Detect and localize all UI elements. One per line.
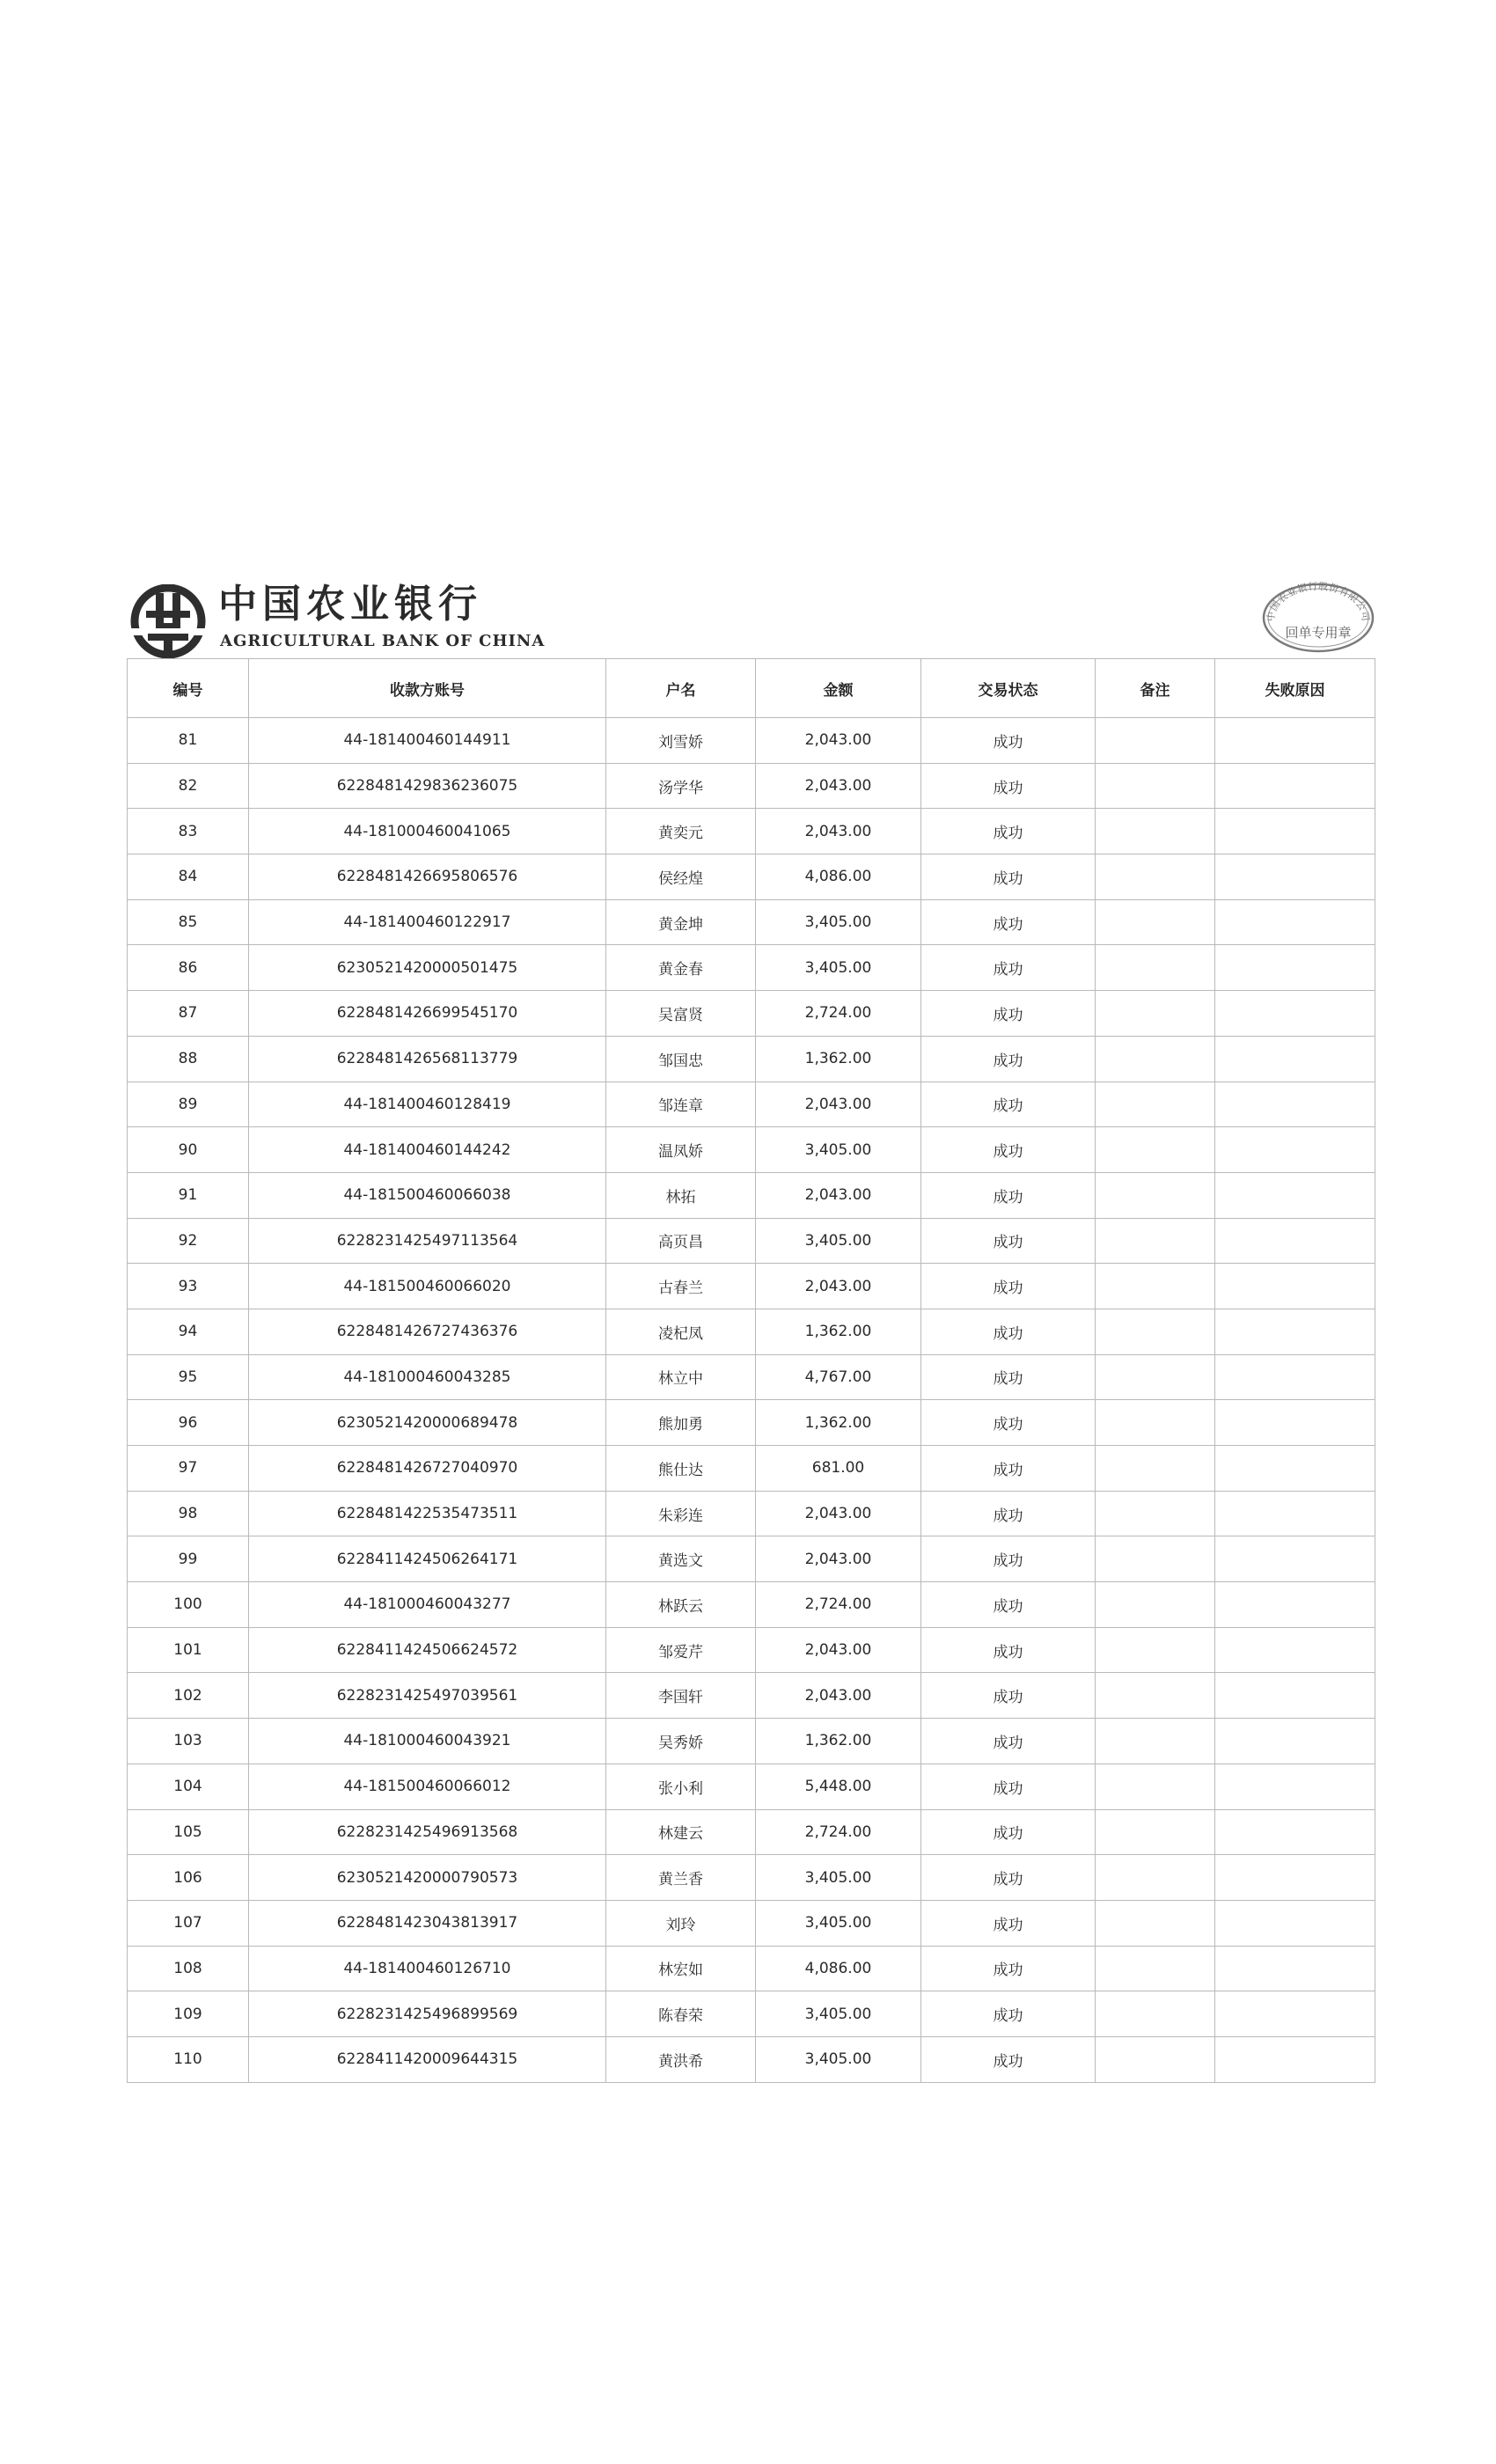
table-row xyxy=(128,1809,1375,1855)
cell-account: 6228481426727040970 xyxy=(249,1446,606,1492)
table-row xyxy=(128,763,1375,809)
cell-fail-reason xyxy=(1215,763,1375,809)
bank-name-en: AGRICULTURAL BANK OF CHINA xyxy=(220,632,546,650)
cell-status: 成功 xyxy=(921,1491,1096,1536)
cell-account: 6228411420009644315 xyxy=(249,2036,606,2082)
receipt-stamp xyxy=(1260,581,1376,655)
cell-name: 朱彩连 xyxy=(606,1491,756,1536)
cell-status: 成功 xyxy=(921,991,1096,1037)
cell-status: 成功 xyxy=(921,1900,1096,1946)
cell-fail-reason xyxy=(1215,1946,1375,1991)
cell-amount: 3,405.00 xyxy=(756,1127,921,1173)
cell-amount: 2,043.00 xyxy=(756,1264,921,1309)
cell-no: 84 xyxy=(128,854,249,900)
table-body xyxy=(128,718,1375,2083)
cell-name: 熊仕达 xyxy=(606,1446,756,1492)
table-row xyxy=(128,1354,1375,1400)
table-row xyxy=(128,854,1375,900)
cell-name: 张小利 xyxy=(606,1764,756,1809)
cell-remark xyxy=(1096,854,1215,900)
cell-status: 成功 xyxy=(921,1354,1096,1400)
cell-name: 黄洪希 xyxy=(606,2036,756,2082)
cell-status: 成功 xyxy=(921,1400,1096,1446)
cell-name: 吴秀娇 xyxy=(606,1719,756,1764)
cell-account: 6230521420000501475 xyxy=(249,945,606,991)
cell-amount: 1,362.00 xyxy=(756,1719,921,1764)
cell-amount: 2,724.00 xyxy=(756,1582,921,1628)
table-row xyxy=(128,1172,1375,1218)
cell-amount: 2,043.00 xyxy=(756,809,921,854)
cell-name: 高页昌 xyxy=(606,1218,756,1264)
header-remark: 备注 xyxy=(1096,659,1215,718)
cell-account: 6230521420000790573 xyxy=(249,1855,606,1901)
cell-remark xyxy=(1096,1855,1215,1901)
cell-no: 106 xyxy=(128,1855,249,1901)
cell-name: 黄选文 xyxy=(606,1536,756,1582)
cell-name: 凌杞凤 xyxy=(606,1309,756,1354)
table-row xyxy=(128,1036,1375,1082)
cell-no: 101 xyxy=(128,1627,249,1673)
table-row xyxy=(128,718,1375,764)
cell-account: 6228231425496913568 xyxy=(249,1809,606,1855)
header-name: 户名 xyxy=(606,659,756,718)
cell-status: 成功 xyxy=(921,1536,1096,1582)
cell-fail-reason xyxy=(1215,1809,1375,1855)
cell-amount: 2,724.00 xyxy=(756,1809,921,1855)
cell-amount: 1,362.00 xyxy=(756,1400,921,1446)
cell-fail-reason xyxy=(1215,1036,1375,1082)
cell-no: 105 xyxy=(128,1809,249,1855)
cell-no: 100 xyxy=(128,1582,249,1628)
cell-remark xyxy=(1096,1082,1215,1127)
cell-fail-reason xyxy=(1215,1264,1375,1309)
cell-remark xyxy=(1096,1719,1215,1764)
cell-amount: 3,405.00 xyxy=(756,2036,921,2082)
table-row xyxy=(128,945,1375,991)
cell-amount: 4,086.00 xyxy=(756,854,921,900)
cell-name: 黄兰香 xyxy=(606,1855,756,1901)
cell-status: 成功 xyxy=(921,718,1096,764)
cell-status: 成功 xyxy=(921,809,1096,854)
cell-fail-reason xyxy=(1215,1764,1375,1809)
table-row xyxy=(128,899,1375,945)
cell-remark xyxy=(1096,1946,1215,1991)
header-status: 交易状态 xyxy=(921,659,1096,718)
cell-remark xyxy=(1096,1991,1215,2037)
cell-amount: 1,362.00 xyxy=(756,1036,921,1082)
header-no: 编号 xyxy=(128,659,249,718)
cell-status: 成功 xyxy=(921,1855,1096,1901)
cell-no: 93 xyxy=(128,1264,249,1309)
table-row xyxy=(128,1446,1375,1492)
cell-remark xyxy=(1096,809,1215,854)
cell-name: 温凤娇 xyxy=(606,1127,756,1173)
cell-status: 成功 xyxy=(921,1309,1096,1354)
cell-remark xyxy=(1096,1582,1215,1628)
cell-status: 成功 xyxy=(921,1627,1096,1673)
cell-account: 44-181000460043921 xyxy=(249,1719,606,1764)
cell-status: 成功 xyxy=(921,763,1096,809)
table-row xyxy=(128,991,1375,1037)
cell-fail-reason xyxy=(1215,1582,1375,1628)
cell-remark xyxy=(1096,1036,1215,1082)
cell-remark xyxy=(1096,1400,1215,1446)
cell-remark xyxy=(1096,1900,1215,1946)
cell-no: 94 xyxy=(128,1309,249,1354)
cell-amount: 2,043.00 xyxy=(756,1627,921,1673)
cell-account: 6228411424506264171 xyxy=(249,1536,606,1582)
cell-remark xyxy=(1096,1127,1215,1173)
bank-name-cn: 中国农业银行 xyxy=(218,582,482,627)
table-row xyxy=(128,1400,1375,1446)
cell-account: 44-181400460144911 xyxy=(249,718,606,764)
cell-remark xyxy=(1096,1218,1215,1264)
cell-remark xyxy=(1096,1764,1215,1809)
cell-remark xyxy=(1096,1446,1215,1492)
cell-account: 44-181400460122917 xyxy=(249,899,606,945)
cell-no: 90 xyxy=(128,1127,249,1173)
table-row xyxy=(128,1309,1375,1354)
cell-account: 44-181000460041065 xyxy=(249,809,606,854)
cell-status: 成功 xyxy=(921,1764,1096,1809)
cell-name: 林拓 xyxy=(606,1172,756,1218)
cell-no: 81 xyxy=(128,718,249,764)
cell-fail-reason xyxy=(1215,854,1375,900)
stamp-ring-text: 中国农业银行股份有限公司 xyxy=(1265,581,1372,622)
cell-account: 6228481426568113779 xyxy=(249,1036,606,1082)
cell-name: 邹国忠 xyxy=(606,1036,756,1082)
cell-no: 87 xyxy=(128,991,249,1037)
cell-no: 102 xyxy=(128,1673,249,1719)
cell-amount: 1,362.00 xyxy=(756,1309,921,1354)
cell-fail-reason xyxy=(1215,899,1375,945)
cell-account: 6230521420000689478 xyxy=(249,1400,606,1446)
cell-amount: 5,448.00 xyxy=(756,1764,921,1809)
table-row xyxy=(128,1127,1375,1173)
cell-remark xyxy=(1096,718,1215,764)
cell-amount: 2,043.00 xyxy=(756,1172,921,1218)
cell-name: 林建云 xyxy=(606,1809,756,1855)
cell-account: 6228481426727436376 xyxy=(249,1309,606,1354)
cell-no: 96 xyxy=(128,1400,249,1446)
svg-text:中国农业银行股份有限公司 xyxy=(1265,581,1372,622)
cell-remark xyxy=(1096,1536,1215,1582)
cell-name: 古春兰 xyxy=(606,1264,756,1309)
cell-fail-reason xyxy=(1215,991,1375,1037)
cell-remark xyxy=(1096,763,1215,809)
cell-amount: 2,043.00 xyxy=(756,1536,921,1582)
cell-name: 刘玲 xyxy=(606,1900,756,1946)
cell-fail-reason xyxy=(1215,1673,1375,1719)
cell-name: 邹连章 xyxy=(606,1082,756,1127)
cell-amount: 4,086.00 xyxy=(756,1946,921,1991)
cell-status: 成功 xyxy=(921,1673,1096,1719)
header-fail-reason: 失败原因 xyxy=(1215,659,1375,718)
cell-remark xyxy=(1096,945,1215,991)
cell-name: 黄金春 xyxy=(606,945,756,991)
cell-account: 44-181500460066020 xyxy=(249,1264,606,1309)
cell-fail-reason xyxy=(1215,1309,1375,1354)
cell-no: 86 xyxy=(128,945,249,991)
cell-remark xyxy=(1096,2036,1215,2082)
cell-amount: 2,043.00 xyxy=(756,718,921,764)
cell-amount: 2,043.00 xyxy=(756,1673,921,1719)
abc-bank-logo-icon xyxy=(130,584,208,658)
cell-status: 成功 xyxy=(921,854,1096,900)
cell-status: 成功 xyxy=(921,1082,1096,1127)
cell-name: 黄奕元 xyxy=(606,809,756,854)
cell-fail-reason xyxy=(1215,945,1375,991)
cell-name: 熊加勇 xyxy=(606,1400,756,1446)
cell-amount: 2,043.00 xyxy=(756,763,921,809)
cell-account: 6228411424506624572 xyxy=(249,1627,606,1673)
cell-status: 成功 xyxy=(921,899,1096,945)
cell-fail-reason xyxy=(1215,1627,1375,1673)
cell-name: 侯经煌 xyxy=(606,854,756,900)
cell-amount: 3,405.00 xyxy=(756,1991,921,2037)
cell-fail-reason xyxy=(1215,809,1375,854)
cell-status: 成功 xyxy=(921,1172,1096,1218)
cell-no: 85 xyxy=(128,899,249,945)
cell-status: 成功 xyxy=(921,1446,1096,1492)
cell-account: 6228481426699545170 xyxy=(249,991,606,1037)
table-row xyxy=(128,1536,1375,1582)
cell-name: 吴富贤 xyxy=(606,991,756,1037)
cell-amount: 3,405.00 xyxy=(756,899,921,945)
cell-name: 邹爱芹 xyxy=(606,1627,756,1673)
cell-no: 92 xyxy=(128,1218,249,1264)
cell-status: 成功 xyxy=(921,1218,1096,1264)
cell-fail-reason xyxy=(1215,1082,1375,1127)
cell-status: 成功 xyxy=(921,2036,1096,2082)
table-row xyxy=(128,1582,1375,1628)
cell-name: 林立中 xyxy=(606,1354,756,1400)
cell-account: 44-181000460043285 xyxy=(249,1354,606,1400)
cell-amount: 681.00 xyxy=(756,1446,921,1492)
table-row xyxy=(128,1082,1375,1127)
cell-amount: 4,767.00 xyxy=(756,1354,921,1400)
cell-status: 成功 xyxy=(921,1582,1096,1628)
header-account: 收款方账号 xyxy=(249,659,606,718)
cell-account: 6228481426695806576 xyxy=(249,854,606,900)
cell-no: 107 xyxy=(128,1900,249,1946)
table-row xyxy=(128,1264,1375,1309)
table-row xyxy=(128,1218,1375,1264)
table-row xyxy=(128,1764,1375,1809)
header-amount: 金额 xyxy=(756,659,921,718)
cell-remark xyxy=(1096,991,1215,1037)
cell-account: 44-181500460066012 xyxy=(249,1764,606,1809)
cell-status: 成功 xyxy=(921,1809,1096,1855)
cell-no: 108 xyxy=(128,1946,249,1991)
cell-account: 6228231425497039561 xyxy=(249,1673,606,1719)
stamp-label: 回单专用章 xyxy=(1285,625,1352,641)
table-row xyxy=(128,1673,1375,1719)
cell-remark xyxy=(1096,1172,1215,1218)
table-row xyxy=(128,1946,1375,1991)
cell-no: 98 xyxy=(128,1491,249,1536)
cell-no: 103 xyxy=(128,1719,249,1764)
cell-amount: 2,724.00 xyxy=(756,991,921,1037)
cell-fail-reason xyxy=(1215,1354,1375,1400)
cell-status: 成功 xyxy=(921,1991,1096,2037)
cell-amount: 2,043.00 xyxy=(756,1491,921,1536)
cell-status: 成功 xyxy=(921,1719,1096,1764)
cell-name: 陈春荣 xyxy=(606,1991,756,2037)
cell-remark xyxy=(1096,1309,1215,1354)
cell-name: 刘雪娇 xyxy=(606,718,756,764)
cell-remark xyxy=(1096,1354,1215,1400)
cell-amount: 3,405.00 xyxy=(756,1218,921,1264)
cell-fail-reason xyxy=(1215,1536,1375,1582)
cell-no: 110 xyxy=(128,2036,249,2082)
table-row xyxy=(128,1719,1375,1764)
cell-amount: 3,405.00 xyxy=(756,1900,921,1946)
cell-status: 成功 xyxy=(921,1946,1096,1991)
table-row xyxy=(128,1900,1375,1946)
cell-fail-reason xyxy=(1215,1855,1375,1901)
cell-account: 6228481422535473511 xyxy=(249,1491,606,1536)
cell-account: 6228231425497113564 xyxy=(249,1218,606,1264)
cell-remark xyxy=(1096,899,1215,945)
bank-logo xyxy=(130,582,546,656)
cell-no: 109 xyxy=(128,1991,249,2037)
cell-account: 44-181000460043277 xyxy=(249,1582,606,1628)
cell-account: 6228231425496899569 xyxy=(249,1991,606,2037)
cell-fail-reason xyxy=(1215,1991,1375,2037)
table-row xyxy=(128,809,1375,854)
cell-amount: 3,405.00 xyxy=(756,945,921,991)
cell-remark xyxy=(1096,1673,1215,1719)
table-header-row xyxy=(128,659,1375,718)
cell-status: 成功 xyxy=(921,1264,1096,1309)
cell-account: 44-181400460128419 xyxy=(249,1082,606,1127)
table-row xyxy=(128,2036,1375,2082)
cell-no: 95 xyxy=(128,1354,249,1400)
cell-no: 91 xyxy=(128,1172,249,1218)
cell-account: 6228481423043813917 xyxy=(249,1900,606,1946)
cell-fail-reason xyxy=(1215,2036,1375,2082)
table-row xyxy=(128,1491,1375,1536)
cell-fail-reason xyxy=(1215,1127,1375,1173)
cell-fail-reason xyxy=(1215,1719,1375,1764)
cell-account: 44-181400460144242 xyxy=(249,1127,606,1173)
cell-fail-reason xyxy=(1215,1172,1375,1218)
cell-name: 林跃云 xyxy=(606,1582,756,1628)
transaction-table xyxy=(127,658,1375,2083)
cell-no: 99 xyxy=(128,1536,249,1582)
cell-account: 44-181500460066038 xyxy=(249,1172,606,1218)
cell-account: 44-181400460126710 xyxy=(249,1946,606,1991)
table-row xyxy=(128,1627,1375,1673)
cell-name: 汤学华 xyxy=(606,763,756,809)
cell-name: 黄金坤 xyxy=(606,899,756,945)
cell-no: 104 xyxy=(128,1764,249,1809)
cell-remark xyxy=(1096,1627,1215,1673)
cell-fail-reason xyxy=(1215,1400,1375,1446)
cell-amount: 3,405.00 xyxy=(756,1855,921,1901)
cell-remark xyxy=(1096,1264,1215,1309)
cell-remark xyxy=(1096,1491,1215,1536)
stamp-seal-icon xyxy=(1260,581,1376,655)
cell-fail-reason xyxy=(1215,718,1375,764)
cell-amount: 2,043.00 xyxy=(756,1082,921,1127)
cell-no: 89 xyxy=(128,1082,249,1127)
table-row xyxy=(128,1855,1375,1901)
cell-status: 成功 xyxy=(921,945,1096,991)
cell-fail-reason xyxy=(1215,1218,1375,1264)
cell-no: 88 xyxy=(128,1036,249,1082)
cell-no: 83 xyxy=(128,809,249,854)
cell-fail-reason xyxy=(1215,1446,1375,1492)
cell-fail-reason xyxy=(1215,1491,1375,1536)
cell-name: 李国轩 xyxy=(606,1673,756,1719)
cell-name: 林宏如 xyxy=(606,1946,756,1991)
cell-no: 97 xyxy=(128,1446,249,1492)
cell-fail-reason xyxy=(1215,1900,1375,1946)
cell-remark xyxy=(1096,1809,1215,1855)
cell-no: 82 xyxy=(128,763,249,809)
table-row xyxy=(128,1991,1375,2037)
cell-status: 成功 xyxy=(921,1127,1096,1173)
cell-account: 6228481429836236075 xyxy=(249,763,606,809)
cell-status: 成功 xyxy=(921,1036,1096,1082)
